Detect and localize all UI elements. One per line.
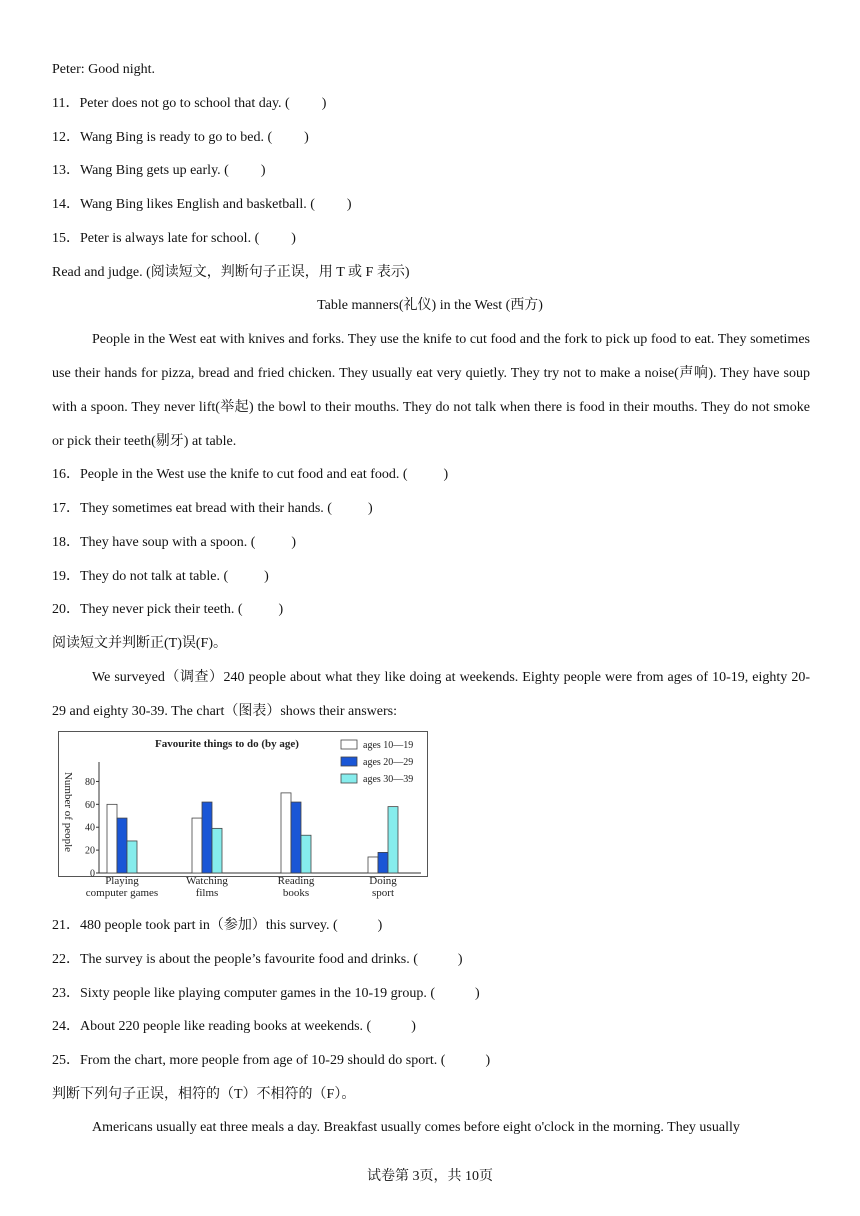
chart-x-tick-label: Reading bbox=[277, 875, 315, 887]
question-close: ) bbox=[474, 986, 480, 1001]
question-text: About 220 people like reading books at weekends. ( bbox=[80, 1019, 372, 1034]
chart-legend-swatch bbox=[341, 757, 357, 766]
chart-x-tick-label: books bbox=[282, 887, 310, 899]
chart-bar bbox=[378, 852, 388, 873]
top-line: Peter: Good night. bbox=[52, 62, 156, 77]
question-text: Wang Bing is ready to go to bed. ( bbox=[80, 130, 273, 145]
chart-x-tick-label: Playing bbox=[105, 875, 139, 887]
question-close: ) bbox=[291, 231, 296, 246]
chart-legend-label: ages 30—39 bbox=[363, 774, 414, 785]
chart-bar bbox=[291, 802, 301, 873]
chart-y-tick-label: 60 bbox=[85, 799, 95, 811]
section4-passage-start: Americans usually eat three meals a day. Breakfast usually comes before eight o'clock in the morning. They usually bbox=[92, 1120, 740, 1135]
question-number: 14． bbox=[52, 197, 80, 212]
question-close: ) bbox=[485, 1053, 491, 1068]
question-20 bbox=[52, 601, 283, 619]
question-close: ) bbox=[278, 602, 284, 617]
question-text: They do not talk at table. ( bbox=[80, 569, 229, 584]
question-text: Sixty people like playing computer games in the 10-19 group. ( bbox=[80, 986, 435, 1001]
chart-svg bbox=[59, 732, 427, 899]
question-text: Wang Bing gets up early. ( bbox=[80, 163, 229, 178]
question-text: From the chart, more people from age of 10-29 should do sport. ( bbox=[80, 1053, 446, 1068]
chart-bar bbox=[202, 802, 212, 873]
question-text: The survey is about the people’s favourite food and drinks. ( bbox=[80, 952, 418, 967]
section2-title: Table manners(礼仪) in the West (西方) bbox=[317, 298, 543, 313]
question-close: ) bbox=[457, 952, 463, 967]
question-text: Peter does not go to school that day. ( bbox=[79, 96, 290, 111]
question-text: People in the West use the knife to cut food and eat food. ( bbox=[80, 467, 408, 482]
question-close: ) bbox=[291, 535, 297, 550]
chart-bar bbox=[107, 804, 117, 873]
chart-bar bbox=[117, 818, 127, 873]
question-close: ) bbox=[346, 197, 352, 212]
question-number: 12． bbox=[52, 130, 80, 145]
question-number: 17． bbox=[52, 501, 80, 516]
question-text: They sometimes eat bread with their hands. ( bbox=[80, 501, 332, 516]
chart-x-tick-label: Doing bbox=[369, 875, 397, 887]
question-13 bbox=[52, 162, 266, 180]
question-number: 21． bbox=[52, 918, 80, 933]
question-close: ) bbox=[377, 918, 383, 933]
question-number: 25． bbox=[52, 1053, 80, 1068]
question-number: 22． bbox=[52, 952, 80, 967]
chart-x-tick-label: computer games bbox=[85, 887, 159, 899]
question-21 bbox=[52, 917, 382, 935]
question-18 bbox=[52, 534, 296, 552]
chart-bar bbox=[212, 828, 222, 873]
question-number: 16． bbox=[52, 467, 80, 482]
question-close: ) bbox=[260, 163, 266, 178]
chart-bar bbox=[127, 841, 137, 873]
question-22 bbox=[52, 951, 463, 969]
question-text: Peter is always late for school. ( bbox=[80, 231, 260, 246]
chart-y-tick-label: 20 bbox=[85, 845, 95, 857]
question-number: 23． bbox=[52, 986, 80, 1001]
question-23 bbox=[52, 985, 480, 1003]
question-text: They have soup with a spoon. ( bbox=[80, 535, 256, 550]
section3-passage: We surveyed（调查）240 people about what they like doing at weekends. Eighty people were from ages of 10-19, eighty 20-29 and eighty 30-39. The chart（图表）shows their answers: bbox=[52, 670, 810, 719]
question-close: ) bbox=[304, 130, 309, 145]
page-footer: 试卷第 3页，共 10页 bbox=[367, 1169, 493, 1184]
question-close: ) bbox=[411, 1019, 416, 1034]
survey-chart bbox=[58, 731, 428, 899]
chart-bar bbox=[301, 835, 311, 873]
chart-title: Favourite things to do (by age) bbox=[155, 738, 299, 750]
chart-bar bbox=[388, 807, 398, 873]
question-text: Wang Bing likes English and basketball. ( bbox=[80, 197, 315, 212]
question-24 bbox=[52, 1018, 416, 1036]
question-number: 15． bbox=[52, 231, 80, 246]
question-16 bbox=[52, 466, 448, 484]
question-number: 24． bbox=[52, 1019, 80, 1034]
chart-y-tick-label: 40 bbox=[85, 822, 95, 834]
chart-ylabel: Number of people bbox=[62, 771, 74, 853]
chart-legend-label: ages 20—29 bbox=[363, 757, 414, 768]
question-number: 18． bbox=[52, 535, 80, 550]
question-number: 19． bbox=[52, 569, 80, 584]
question-15 bbox=[52, 230, 296, 248]
chart-x-tick-label: Watching bbox=[186, 875, 228, 887]
question-19 bbox=[52, 568, 269, 586]
question-12 bbox=[52, 129, 309, 147]
chart-y-tick-label: 0 bbox=[90, 868, 95, 880]
section4-instruction: 判断下列句子正误，相符的（T）不相符的（F）。 bbox=[52, 1087, 356, 1102]
section3-instruction: 阅读短文并判断正(T)误(F)。 bbox=[52, 636, 227, 651]
chart-legend-swatch bbox=[341, 774, 357, 783]
chart-x-tick-label: sport bbox=[372, 887, 394, 899]
section2-passage: People in the West eat with knives and forks. They use the knife to cut food and the fork to pick up food to eat. They sometimes use their hands for pizza, bread and fried chicken. They usually eat very quietly. They try not to make a noise(声响). They have soup with a spoon. They never lift(举起) the bowl to their mouths. They do not talk when there is food in their mouths. They do not smoke or pick their teeth(剔牙) at table. bbox=[52, 332, 810, 449]
question-number: 20． bbox=[52, 602, 80, 617]
question-17 bbox=[52, 500, 373, 518]
question-text: They never pick their teeth. ( bbox=[80, 602, 243, 617]
question-11 bbox=[52, 95, 326, 113]
question-number: 11． bbox=[52, 96, 80, 111]
question-close: ) bbox=[367, 501, 373, 516]
chart-legend-label: ages 10—19 bbox=[363, 740, 414, 751]
question-14 bbox=[52, 196, 352, 214]
chart-bar bbox=[368, 857, 378, 873]
question-close: ) bbox=[264, 569, 269, 584]
section2-instruction: Read and judge. (阅读短文，判断句子正误，用 T 或 F 表示) bbox=[52, 265, 410, 280]
chart-bar bbox=[281, 793, 291, 873]
chart-legend-swatch bbox=[341, 740, 357, 749]
chart-y-tick-label: 80 bbox=[85, 776, 95, 788]
chart-x-tick-label: films bbox=[195, 887, 219, 899]
chart-bar bbox=[192, 818, 202, 873]
question-close: ) bbox=[443, 467, 449, 482]
question-close: ) bbox=[321, 96, 327, 111]
question-number: 13． bbox=[52, 163, 80, 178]
question-25 bbox=[52, 1052, 490, 1070]
question-text: 480 people took part in（参加）this survey. ( bbox=[80, 918, 338, 933]
